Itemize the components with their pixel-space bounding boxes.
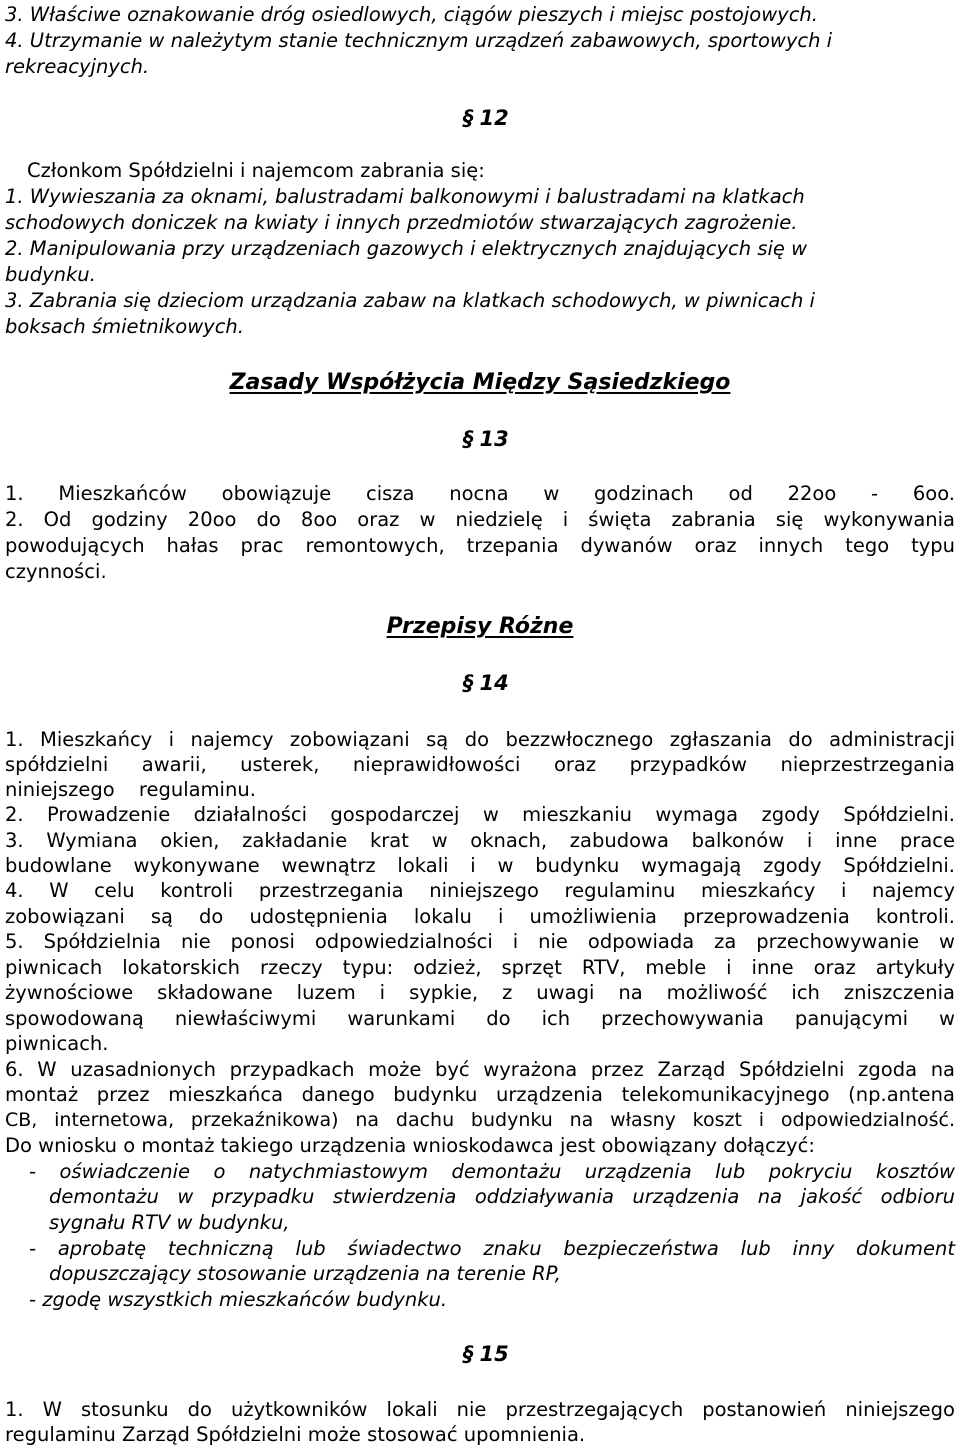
- section-symbol: §: [463, 1342, 474, 1366]
- section-13-line: powodujących hałas prac remontowych, trzepania dywanów oraz innych tego typu: [5, 534, 955, 557]
- section-14-line: zobowiązani są do udostępnienia lokalu i umożliwienia przeprowadzenia kontroli.: [5, 905, 955, 928]
- section-14-line: 6. W uzasadnionych przypadkach może być wyrażona przez Zarząd Spółdzielni zgoda na: [5, 1058, 955, 1081]
- heading-zasady: [5, 370, 955, 396]
- section-13-line: 1. Mieszkańców obowiązuje cisza nocna w godzinach od 22oo - 6oo.: [5, 482, 955, 505]
- section-14-line: 5. Spółdzielnia nie ponosi odpowiedzialności i nie odpowiada za przechowywanie w: [5, 930, 955, 953]
- section-number: 15: [479, 1342, 509, 1366]
- heading-przepisy-text: Przepisy Różne: [386, 614, 574, 639]
- section-15-line: regulaminu Zarząd Spółdzielni może stosować upomnienia.: [5, 1423, 586, 1446]
- section-number: 14: [479, 671, 509, 695]
- section-14-heading: [463, 671, 509, 697]
- bullet-item-continuation: sygnału RTV w budynku,: [49, 1211, 290, 1234]
- section-14-line: niniejszego regulaminu.: [5, 778, 256, 801]
- section-number: 12: [479, 106, 509, 130]
- section-15-heading: [463, 1342, 509, 1368]
- section-12-line: 2. Manipulowania przy urządzeniach gazowych i elektrycznych znajdujących się w: [5, 237, 808, 260]
- section-12-line: schodowych doniczek na kwiaty i innych przedmiotów stwarzających zagrożenie.: [5, 211, 798, 234]
- section-14-line: spowodowaną niewłaściwymi warunkami do ich przechowywania panującymi w: [5, 1007, 955, 1030]
- section-symbol: §: [463, 106, 474, 130]
- section-13-heading: [463, 427, 509, 453]
- section-15-line: 1. W stosunku do użytkowników lokali nie przestrzegających postanowień niniejszego: [5, 1398, 955, 1421]
- section-12-line: budynku.: [5, 263, 96, 286]
- section-14-line: 3. Wymiana okien, zakładanie krat w oknach, zabudowa balkonów i inne prace: [5, 829, 955, 852]
- section-12-line: 3. Zabrania się dzieciom urządzania zabaw na klatkach schodowych, w piwnicach i: [5, 289, 815, 312]
- section-14-line: budowlane wykonywane wewnątrz lokali i w budynku wymagają zgody Spółdzielni.: [5, 854, 955, 877]
- section-symbol: §: [463, 671, 474, 695]
- section-12-heading: [463, 106, 509, 132]
- section-13-line: czynności.: [5, 560, 107, 583]
- section-13-line: 2. Od godziny 20oo do 8oo oraz w niedzielę i święta zabrania się wykonywania: [5, 508, 955, 531]
- heading-przepisy: [5, 614, 955, 640]
- bullet-item: - zgodę wszystkich mieszkańców budynku.: [29, 1288, 448, 1311]
- heading-zasady-text: Zasady Współżycia Między Sąsiedzkiego: [229, 370, 731, 395]
- section-number: 13: [479, 427, 509, 451]
- bullet-item: - aprobatę techniczną lub świadectwo znaku bezpieczeństwa lub inny dokument: [29, 1237, 955, 1260]
- list-item-4-line2: rekreacyjnych.: [5, 55, 150, 78]
- section-14-line: montaż przez mieszkańca danego budynku urządzenia telekomunikacyjnego (np.antena: [5, 1083, 955, 1106]
- section-symbol: §: [463, 427, 474, 451]
- section-14-line: 4. W celu kontroli przestrzegania niniejszego regulaminu mieszkańcy i najemcy: [5, 879, 955, 902]
- section-14-line: CB, internetowa, przekaźnikowa) na dachu budynku na własny koszt i odpowiedzialność.: [5, 1109, 955, 1131]
- list-item-3: 3. Właściwe oznakowanie dróg osiedlowych, ciągów pieszych i miejsc postojowych.: [5, 3, 818, 26]
- section-14-line: piwnicach lokatorskich rzeczy typu: odzież, sprzęt RTV, meble i inne oraz artykuły: [5, 956, 955, 979]
- section-12-intro: Członkom Spółdzielni i najemcom zabrania się:: [27, 159, 485, 182]
- section-12-line: boksach śmietnikowych.: [5, 315, 244, 338]
- section-14-line: Do wniosku o montaż takiego urządzenia wnioskodawca jest obowiązany dołączyć:: [5, 1134, 815, 1157]
- section-12-line: 1. Wywieszania za oknami, balustradami balkonowymi i balustradami na klatkach: [5, 185, 805, 208]
- section-14-line: 2. Prowadzenie działalności gospodarczej w mieszkaniu wymaga zgody Spółdzielni.: [5, 803, 955, 826]
- list-item-4-line1: 4. Utrzymanie w należytym stanie technicznym urządzeń zabawowych, sportowych i: [5, 29, 833, 52]
- bullet-item-continuation: demontażu w przypadku stwierdzenia oddziaływania urządzenia na jakość odbioru: [49, 1185, 955, 1208]
- section-14-line: żywnościowe składowane luzem i sypkie, z uwagi na możliwość ich zniszczenia: [5, 981, 955, 1004]
- bullet-item-continuation: dopuszczający stosowanie urządzenia na terenie RP,: [49, 1262, 561, 1285]
- section-14-line: spółdzielni awarii, usterek, nieprawidłowości oraz przypadków nieprzestrzegania: [5, 753, 955, 776]
- section-14-line: 1. Mieszkańcy i najemcy zobowiązani są do bezzwłocznego zgłaszania do administracji: [5, 728, 955, 751]
- section-14-line: piwnicach.: [5, 1032, 109, 1055]
- bullet-item: - oświadczenie o natychmiastowym demontażu urządzenia lub pokryciu kosztów: [29, 1160, 955, 1183]
